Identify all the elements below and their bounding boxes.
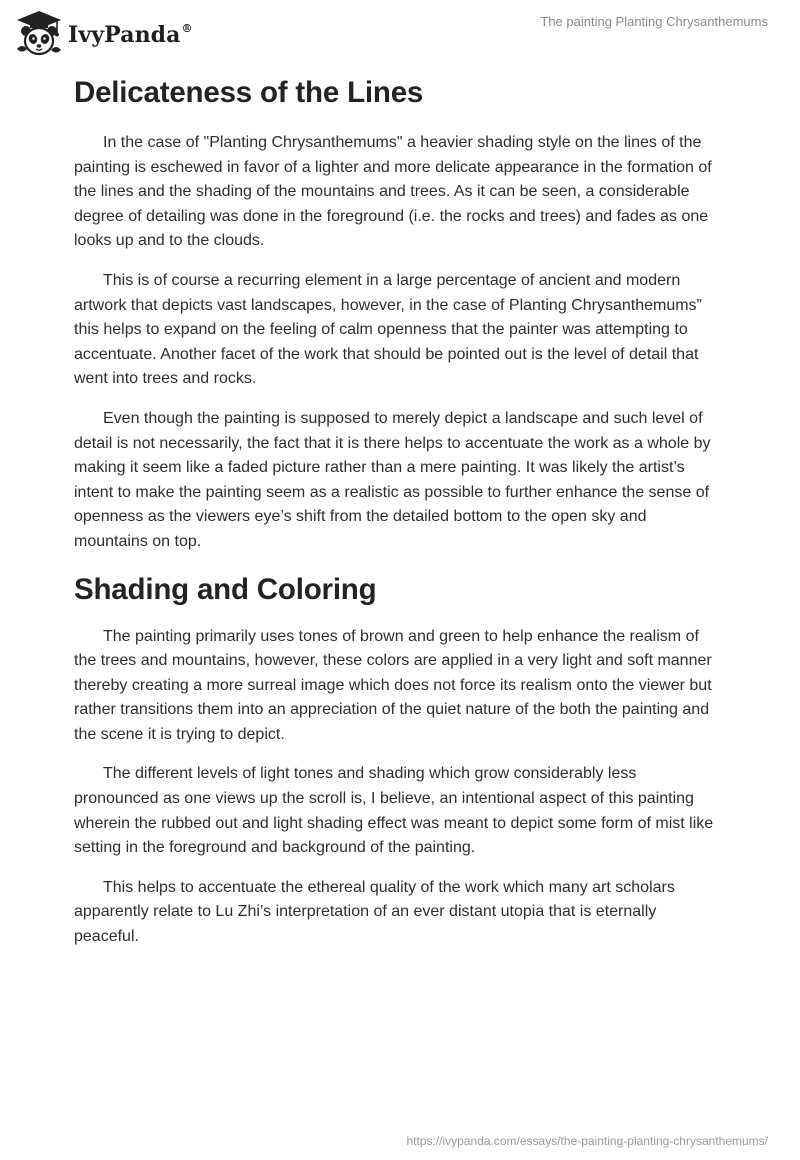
paragraph: The different levels of light tones and shading which grow considerably less pronounced as one views up the scroll is, I believe, an intentional aspect of this painting wherein the rubbed out and light shading effect was meant to depict some form of mist like setting in the foreground and background of the painting.: [74, 765, 714, 857]
logo-text: IvyPanda: [68, 22, 181, 48]
section-heading: Shading and Coloring: [74, 572, 377, 606]
essay-content: [74, 70, 724, 965]
source-url[interactable]: https://ivypanda.com/essays/the-painting-planting-chrysanthemums/: [406, 1134, 768, 1148]
logo-wordmark: [68, 22, 193, 48]
paragraph: The painting primarily uses tones of brown and green to help enhance the realism of the trees and mountains, however, these colors are applied in a very light and soft manner thereby creating a more surreal image which does not force its realism onto the viewer but rather transitions them into an appreciation of the quiet nature of the both the painting and the scene it is trying to depict.: [74, 627, 712, 743]
paragraph: This is of course a recurring element in a large percentage of ancient and modern artwork that depicts vast landscapes, however, in the case of Planting Chrysanthemums” this helps to expand on the feeling of calm openness that the painter was attempting to accentuate. Another facet of the work that should be pointed out is the level of detail that went into trees and rocks.: [74, 271, 702, 388]
page-title: The painting Planting Chrysanthemums: [540, 14, 768, 29]
paragraph: Even though the painting is supposed to merely depict a landscape and such level of detail is not necessarily, the fact that it is there helps to accentuate the work as a whole by making it seem like a faded picture rather than a mere painting. It was likely the artist’s intent to make the painting seem as a realistic as possible to further enhance the sense of openness as the viewers eye’s shift from the detailed bottom to the open sky and mountains on top.: [74, 409, 711, 550]
paragraph: In the case of "Planting Chrysanthemums" a heavier shading style on the lines of the painting is eschewed in favor of a lighter and more delicate appearance in the formation of the lines and the shading of the mountains and trees. As it can be seen, a considerable degree of detailing was done in the foreground (i.e. the rocks and trees) and fades as one looks up and to the clouds.: [74, 134, 712, 250]
ivypanda-logo[interactable]: [14, 8, 193, 58]
section-heading: Delicateness of the Lines: [74, 76, 424, 109]
registered-mark: ®: [181, 21, 193, 35]
page-header: [0, 0, 800, 70]
panda-graduation-cap-icon: [14, 9, 64, 57]
paragraph: This helps to accentuate the ethereal quality of the work which many art scholars apparently relate to Lu Zhi’s interpretation of an ever distant utopia that is eternally peaceful.: [74, 878, 675, 946]
